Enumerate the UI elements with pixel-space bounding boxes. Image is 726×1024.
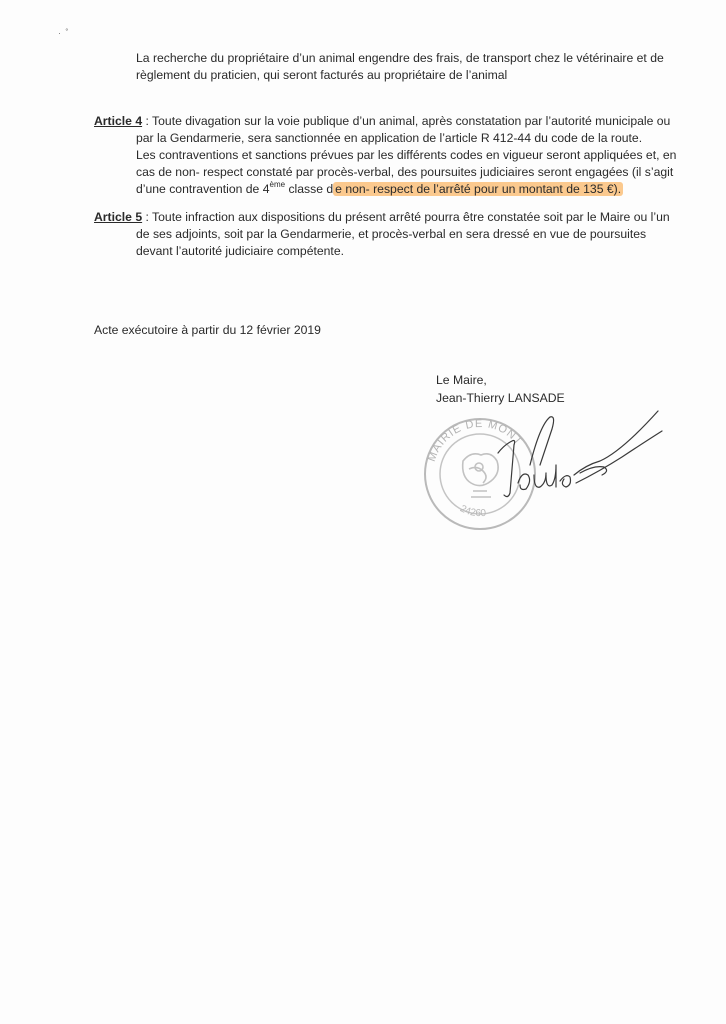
article-4 <box>94 113 676 198</box>
scan-artifact: · ˚ <box>58 28 70 38</box>
intro-line-1: La recherche du propriétaire d’un animal engendre des frais, de transport chez le vétérinaire et de <box>136 51 664 65</box>
ordinal-superscript: ème <box>269 179 286 189</box>
article-4-line-1-text: : Toute divagation sur la voie publique d’un animal, après constatation par l’autorité municipale ou <box>142 114 671 128</box>
article-4-line-2: par la Gendarmerie, sera sanctionnée en application de l’article R 412-44 du code de la route. <box>136 131 643 145</box>
stamp-top-text: MAIRIE DE MONT <box>425 417 525 464</box>
article-5 <box>94 209 670 260</box>
signatory-title: Le Maire, <box>436 373 487 387</box>
intro-line-2: règlement du praticien, qui seront facturés au propriétaire de l’animal <box>136 68 508 82</box>
article-4-line-1 <box>94 113 676 130</box>
article-5-label: Article 5 <box>94 210 143 224</box>
svg-text:24260 <box>458 503 487 519</box>
signatory-block <box>436 371 565 407</box>
article-5-line-1-text: : Toute infraction aux dispositions du présent arrêté pourra être constatée soit par le Maire ou l’un <box>142 210 670 224</box>
article-5-line-3: devant l’autorité judiciaire compétente. <box>136 244 344 258</box>
mayor-signature <box>490 405 670 505</box>
article-4-label: Article 4 <box>94 114 143 128</box>
signatory-name: Jean-Thierry LANSADE <box>436 391 565 405</box>
article-5-line-2: de ses adjoints, soit par la Gendarmerie, et procès-verbal en sera dressé en vue de poursuites <box>136 227 647 241</box>
executory-statement: Acte exécutoire à partir du 12 février 2019 <box>94 323 321 337</box>
intro-paragraph <box>136 50 664 84</box>
article-4-line-4: cas de non- respect constaté par procès-verbal, des poursuites judiciaires seront engagées (il s’agit <box>136 165 674 179</box>
stamp-bottom-text: 24260 <box>458 503 487 520</box>
article-5-line-1 <box>94 209 670 226</box>
article-4-line-5 <box>94 181 676 198</box>
highlighted-fine-text: e non- respect de l’arrêté pour un montant de 135 €). <box>335 182 622 196</box>
article-4-line-5-a: d’une contravention de 4 <box>136 182 270 196</box>
article-4-line-3: Les contraventions et sanctions prévues par les différents codes en vigueur seront appliquées et, en <box>136 148 677 162</box>
article-4-line-5-b: classe d <box>285 182 334 196</box>
